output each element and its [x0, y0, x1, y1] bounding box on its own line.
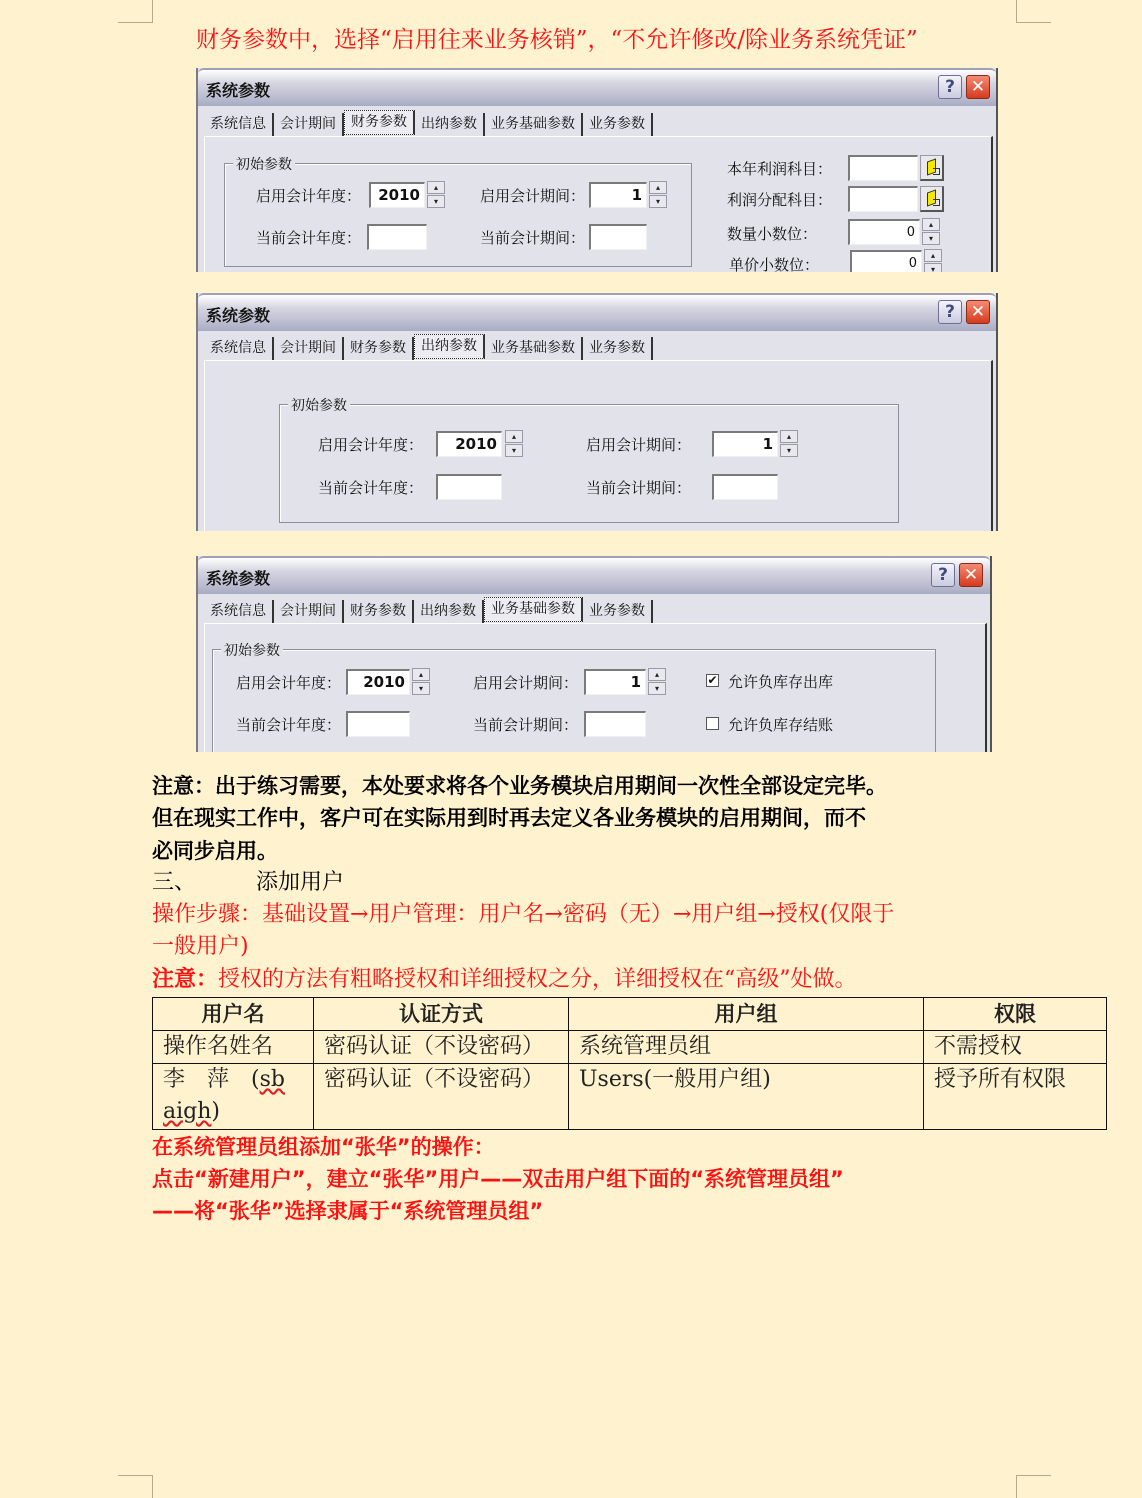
system-params-dialog-finance	[196, 68, 998, 272]
current-period-label: 当前会计期间：	[586, 479, 692, 497]
tab-accounting-period[interactable]: 会计期间	[274, 600, 344, 623]
spin-up-icon[interactable]: ▴	[427, 181, 445, 194]
cell-username	[153, 1064, 314, 1130]
tab-strip	[204, 334, 653, 360]
dialog-titlebar	[198, 556, 990, 594]
current-period-label: 当前会计期间：	[473, 716, 579, 734]
initial-params-group	[212, 643, 936, 752]
name-text: 李 萍 (	[163, 1067, 260, 1092]
start-year-field[interactable]: 2010	[369, 182, 425, 208]
profit-distribution-label: 利润分配科目：	[727, 191, 833, 209]
user-table	[152, 997, 1107, 1130]
tab-business-params[interactable]: 业务参数	[583, 600, 653, 623]
steps-line-2: 一般用户)	[152, 934, 249, 959]
group-label: 初始参数	[221, 640, 283, 660]
col-header-permission: 权限	[924, 998, 1107, 1031]
tab-finance-params[interactable]: 财务参数	[344, 110, 415, 135]
start-year-stepper[interactable]	[505, 430, 523, 458]
allow-negative-stock-out-label: 允许负库存出库	[728, 673, 834, 691]
table-header-row	[153, 998, 1107, 1031]
dialog-titlebar	[198, 68, 996, 106]
tab-business-base-params[interactable]: 业务基础参数	[485, 337, 583, 360]
start-year-field[interactable]: 2010	[436, 431, 502, 457]
group-label: 初始参数	[233, 154, 295, 174]
allow-negative-stock-close-checkbox[interactable]	[706, 717, 719, 730]
tab-cashier-params[interactable]: 出纳参数	[414, 334, 485, 359]
name-latin: sb	[259, 1067, 285, 1092]
qty-decimal-label: 数量小数位：	[727, 225, 818, 243]
tab-business-base-params[interactable]: 业务基础参数	[484, 597, 583, 622]
start-year-stepper[interactable]	[427, 181, 445, 209]
table-row	[153, 1031, 1107, 1064]
name-text: )	[211, 1099, 220, 1124]
note-line-2: 但在现实工作中，客户可在实际用到时再去定义各业务模块的启用期间，而不	[152, 806, 866, 830]
col-header-auth-method: 认证方式	[314, 998, 569, 1031]
intro-instruction: 财务参数中，选择“启用往来业务核销”，“不允许修改/除业务系统凭证”	[196, 27, 918, 53]
dialog-title: 系统参数	[206, 81, 271, 100]
group-label: 初始参数	[288, 395, 350, 415]
spin-down-icon[interactable]: ▾	[648, 682, 666, 695]
section-title: 添加用户	[256, 870, 345, 895]
start-year-label: 启用会计年度：	[256, 187, 362, 205]
current-year-field[interactable]	[436, 474, 502, 500]
corner-mark-top-left	[118, 0, 153, 23]
current-period-field[interactable]	[589, 224, 647, 250]
start-period-stepper[interactable]	[780, 430, 798, 458]
spin-up-icon[interactable]: ▴	[924, 249, 942, 262]
section-number: 三、	[152, 870, 197, 895]
note-text: 授权的方法有粗略授权和详细授权之分，详细授权在“高级”处做。	[218, 967, 857, 992]
start-period-stepper[interactable]	[648, 668, 666, 696]
admin-steps-line-1: 在系统管理员组添加“张华”的操作：	[152, 1135, 495, 1159]
current-year-field[interactable]	[367, 224, 427, 250]
spin-up-icon[interactable]: ▴	[922, 218, 940, 231]
profit-distribution-field[interactable]	[848, 186, 918, 212]
current-year-label: 当前会计年度：	[236, 716, 342, 734]
price-decimal-field[interactable]: 0	[850, 250, 922, 272]
start-period-label: 启用会计期间：	[586, 436, 692, 454]
spin-down-icon[interactable]: ▾	[780, 444, 798, 457]
corner-mark-top-right	[1016, 0, 1051, 23]
qty-decimal-field[interactable]: 0	[848, 219, 920, 245]
tab-business-params[interactable]: 业务参数	[583, 337, 653, 360]
start-period-label: 启用会计期间：	[480, 187, 586, 205]
system-params-dialog-cashier	[196, 293, 998, 531]
name-latin: aigh	[163, 1099, 212, 1124]
steps-line-1: 操作步骤：基础设置→用户管理：用户名→密码（无）→用户组→授权(仅限于	[152, 902, 895, 927]
spin-down-icon[interactable]: ▾	[505, 444, 523, 457]
help-button[interactable]: ?	[938, 300, 962, 324]
spin-up-icon[interactable]: ▴	[648, 668, 666, 681]
cell-permission: 授予所有权限	[924, 1064, 1107, 1130]
tab-business-params[interactable]: 业务参数	[583, 113, 653, 136]
start-period-field[interactable]: 1	[712, 431, 778, 457]
corner-mark-bottom-left	[118, 1475, 153, 1498]
start-period-stepper[interactable]	[649, 181, 667, 209]
initial-params-group	[224, 157, 692, 267]
allow-negative-stock-close-label: 允许负库存结账	[728, 716, 834, 734]
col-header-user-group: 用户组	[569, 998, 924, 1031]
authorization-note	[152, 964, 857, 996]
note-prefix: 注意：	[152, 967, 219, 992]
tab-business-base-params[interactable]: 业务基础参数	[485, 113, 583, 136]
current-year-label: 当前会计年度：	[256, 229, 362, 247]
tab-strip	[204, 110, 653, 136]
admin-steps-line-3: ——将“张华”选择隶属于“系统管理员组”	[152, 1199, 544, 1223]
close-button[interactable]: ✕	[966, 300, 990, 324]
start-year-label: 启用会计年度：	[236, 674, 342, 692]
account-picker-icon[interactable]	[920, 186, 944, 212]
corner-mark-bottom-right	[1016, 1475, 1051, 1498]
account-picker-icon[interactable]	[920, 155, 944, 181]
spin-up-icon[interactable]: ▴	[780, 430, 798, 443]
tab-accounting-period[interactable]: 会计期间	[274, 113, 344, 136]
qty-decimal-stepper[interactable]	[922, 218, 940, 246]
spin-down-icon[interactable]: ▾	[922, 232, 940, 245]
dialog-title: 系统参数	[206, 306, 271, 325]
start-period-field[interactable]: 1	[584, 669, 646, 695]
tab-system-info[interactable]: 系统信息	[204, 600, 274, 623]
price-decimal-label: 单价小数位：	[729, 256, 820, 272]
tab-cashier-params[interactable]: 出纳参数	[415, 113, 485, 136]
tab-finance-params[interactable]: 财务参数	[344, 337, 414, 360]
allow-negative-stock-out-checkbox[interactable]: ✔	[707, 673, 718, 687]
start-period-field[interactable]: 1	[589, 182, 647, 208]
current-period-label: 当前会计期间：	[480, 229, 586, 247]
cell-auth-method: 密码认证（不设密码）	[314, 1031, 569, 1064]
start-period-label: 启用会计期间：	[473, 674, 579, 692]
start-year-label: 启用会计年度：	[318, 436, 424, 454]
start-year-field[interactable]: 2010	[346, 669, 410, 695]
spin-down-icon[interactable]: ▾	[427, 195, 445, 208]
tab-strip	[204, 597, 653, 623]
cell-username: 操作名姓名	[153, 1031, 314, 1064]
spin-up-icon[interactable]: ▴	[505, 430, 523, 443]
tab-system-info[interactable]: 系统信息	[204, 337, 274, 360]
section-heading	[152, 867, 344, 899]
initial-params-group	[279, 398, 899, 523]
price-decimal-stepper[interactable]	[924, 249, 942, 272]
cell-user-group: Users(一般用户组)	[569, 1064, 924, 1130]
tab-finance-params[interactable]: 财务参数	[344, 600, 414, 623]
profit-account-label: 本年利润科目：	[727, 160, 833, 178]
current-year-field[interactable]	[346, 711, 410, 737]
close-button[interactable]: ✕	[959, 563, 983, 587]
spin-down-icon[interactable]: ▾	[924, 263, 942, 272]
spin-up-icon[interactable]: ▴	[649, 181, 667, 194]
tab-cashier-params[interactable]: 出纳参数	[414, 600, 484, 623]
admin-steps-line-2: 点击“新建用户”，建立“张华”用户——双击用户组下面的“系统管理员组”	[152, 1167, 844, 1191]
system-params-dialog-business-base	[196, 556, 992, 752]
spin-down-icon[interactable]: ▾	[412, 682, 430, 695]
tab-system-info[interactable]: 系统信息	[204, 113, 274, 136]
cell-user-group: 系统管理员组	[569, 1031, 924, 1064]
table-row	[153, 1064, 1107, 1130]
current-period-field[interactable]	[584, 711, 646, 737]
spin-up-icon[interactable]: ▴	[412, 668, 430, 681]
spin-down-icon[interactable]: ▾	[649, 195, 667, 208]
cell-auth-method: 密码认证（不设密码）	[314, 1064, 569, 1130]
help-button[interactable]: ?	[938, 75, 962, 99]
cell-permission: 不需授权	[924, 1031, 1107, 1064]
dialog-title: 系统参数	[206, 569, 271, 588]
current-period-field[interactable]	[712, 474, 778, 500]
current-year-label: 当前会计年度：	[318, 479, 424, 497]
start-year-stepper[interactable]	[412, 668, 430, 696]
dialog-titlebar	[198, 293, 996, 331]
help-button[interactable]: ?	[931, 563, 955, 587]
col-header-username: 用户名	[153, 998, 314, 1031]
note-line-1: 注意：出于练习需要，本处要求将各个业务模块启用期间一次性全部设定完毕。	[152, 774, 887, 798]
profit-account-field[interactable]	[848, 155, 918, 181]
tab-accounting-period[interactable]: 会计期间	[274, 337, 344, 360]
note-line-3: 必同步启用。	[152, 839, 278, 863]
close-button[interactable]: ✕	[966, 75, 990, 99]
